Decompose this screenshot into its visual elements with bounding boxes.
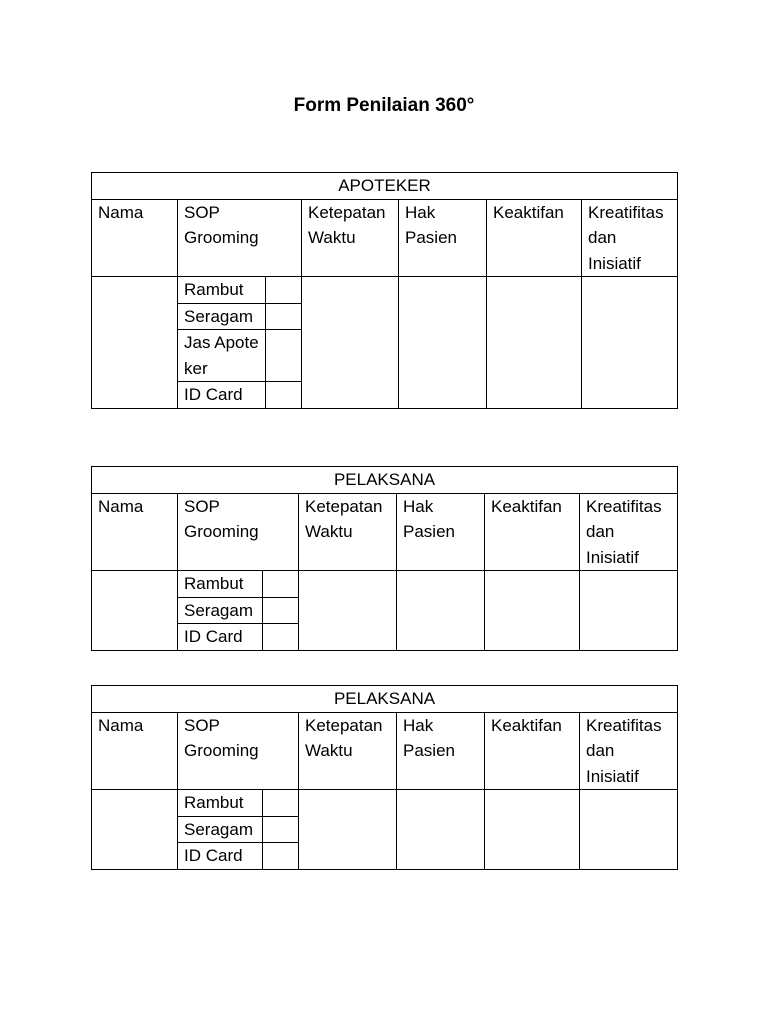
assessment-table-apoteker	[91, 172, 678, 409]
assessment-table-pelaksana-1	[91, 466, 678, 651]
checklist-label-rambut: Rambut	[178, 790, 262, 816]
cell-sop-grooming	[178, 277, 302, 409]
checklist-row	[178, 303, 301, 330]
col-header-ketepatan-waktu: Ketepatan Waktu	[299, 493, 397, 571]
checklist-label-seragam: Seragam	[178, 597, 262, 624]
cell-hak-pasien[interactable]	[397, 790, 485, 870]
cell-kreatifitas[interactable]	[582, 277, 678, 409]
checklist-row	[178, 624, 298, 650]
checklist-row	[178, 816, 298, 843]
checklist-label-rambut: Rambut	[178, 571, 262, 597]
col-header-keaktifan: Keaktifan	[487, 199, 582, 277]
cell-ketepatan-waktu[interactable]	[299, 571, 397, 651]
checklist-label-id-card: ID Card	[184, 385, 243, 404]
checklist-row	[178, 597, 298, 624]
col-header-sop-grooming: SOP Grooming	[178, 712, 299, 790]
checklist-label-id-card: ID Card	[184, 846, 243, 865]
assessment-table-pelaksana-2	[91, 685, 678, 870]
checklist-label-seragam: Seragam	[178, 816, 262, 843]
checklist-box[interactable]	[265, 382, 301, 408]
cell-kreatifitas[interactable]	[580, 790, 678, 870]
col-header-kreatifitas: Kreatifitas dan Inisiatif	[582, 199, 678, 277]
group-title: PELAKSANA	[92, 686, 678, 713]
col-header-keaktifan: Keaktifan	[485, 493, 580, 571]
grooming-checklist	[178, 790, 298, 869]
col-header-sop-grooming: SOP Grooming	[178, 199, 302, 277]
cell-nama[interactable]	[92, 277, 178, 409]
col-header-hak-pasien: Hak Pasien	[397, 493, 485, 571]
checklist-row	[178, 382, 301, 408]
cell-kreatifitas[interactable]	[580, 571, 678, 651]
checklist-box[interactable]	[265, 303, 301, 330]
grooming-checklist	[178, 571, 298, 650]
col-header-ketepatan-waktu: Ketepatan Waktu	[302, 199, 399, 277]
col-header-kreatifitas: Kreatifitas dan Inisiatif	[580, 493, 678, 571]
checklist-box[interactable]	[262, 571, 298, 597]
col-header-nama: Nama	[92, 493, 178, 571]
cell-nama[interactable]	[92, 571, 178, 651]
col-header-sop-grooming: SOP Grooming	[178, 493, 299, 571]
checklist-label-jas-apoteker: Jas Apoteker	[178, 330, 265, 382]
checklist-row	[178, 790, 298, 816]
cell-hak-pasien[interactable]	[397, 571, 485, 651]
checklist-box[interactable]	[262, 843, 298, 869]
cell-sop-grooming	[178, 571, 299, 651]
checklist-row	[178, 277, 301, 303]
checklist-box[interactable]	[262, 624, 298, 650]
cell-ketepatan-waktu[interactable]	[299, 790, 397, 870]
cell-nama[interactable]	[92, 790, 178, 870]
checklist-box[interactable]	[265, 277, 301, 303]
cell-keaktifan[interactable]	[487, 277, 582, 409]
cell-hak-pasien[interactable]	[399, 277, 487, 409]
group-title: APOTEKER	[92, 173, 678, 200]
cell-sop-grooming	[178, 790, 299, 870]
checklist-label-id-card: ID Card	[184, 627, 243, 646]
grooming-checklist	[178, 277, 301, 408]
checklist-box[interactable]	[265, 330, 301, 382]
group-title: PELAKSANA	[92, 467, 678, 494]
cell-keaktifan[interactable]	[485, 571, 580, 651]
checklist-box[interactable]	[262, 597, 298, 624]
cell-keaktifan[interactable]	[485, 790, 580, 870]
checklist-box[interactable]	[262, 816, 298, 843]
checklist-row	[178, 843, 298, 869]
page-title: Form Penilaian 360°	[293, 95, 475, 116]
cell-ketepatan-waktu[interactable]	[302, 277, 399, 409]
checklist-box[interactable]	[262, 790, 298, 816]
col-header-hak-pasien: Hak Pasien	[399, 199, 487, 277]
checklist-row	[178, 571, 298, 597]
col-header-hak-pasien: Hak Pasien	[397, 712, 485, 790]
col-header-nama: Nama	[92, 199, 178, 277]
checklist-row	[178, 330, 301, 382]
col-header-ketepatan-waktu: Ketepatan Waktu	[299, 712, 397, 790]
checklist-label-seragam: Seragam	[178, 303, 265, 330]
col-header-nama: Nama	[92, 712, 178, 790]
checklist-label-rambut: Rambut	[178, 277, 265, 303]
col-header-keaktifan: Keaktifan	[485, 712, 580, 790]
col-header-kreatifitas: Kreatifitas dan Inisiatif	[580, 712, 678, 790]
